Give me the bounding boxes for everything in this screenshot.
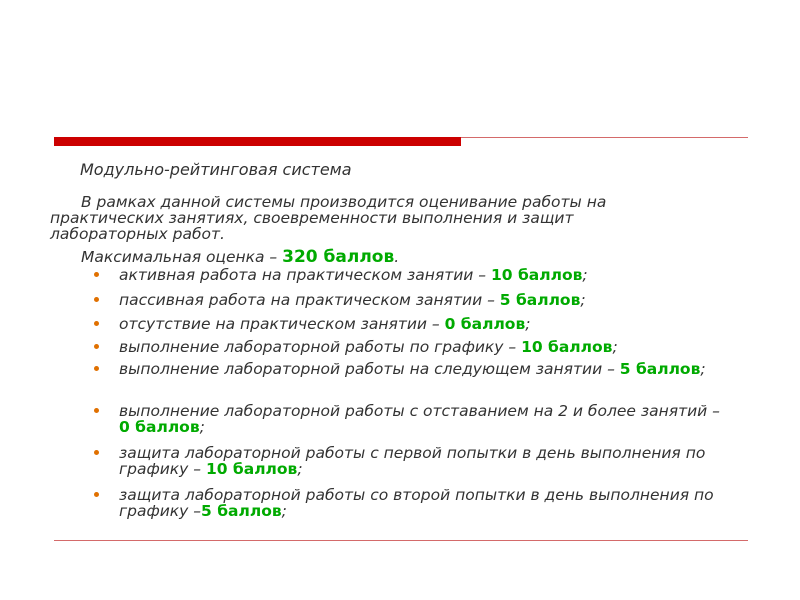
points-value: 0 баллов — [119, 418, 200, 436]
list-item-text: защита лабораторной работы с первой попытки в день выполнения по графику – 10 баллов; — [119, 444, 706, 478]
list-item-text: активная работа на практическом занятии – 10 баллов; — [119, 266, 588, 284]
slide-title: Модульно-рейтинговая система — [80, 160, 352, 179]
points-value: 5 баллов — [499, 291, 581, 309]
list-item — [94, 292, 724, 308]
list-item-text: отсутствие на практическом занятии – 0 баллов; — [119, 315, 531, 333]
bullet-icon — [94, 366, 99, 371]
max-score-line — [81, 247, 399, 267]
list-item — [94, 361, 724, 377]
list-item — [94, 267, 724, 283]
list-item-text: защита лабораторной работы со второй попытки в день выполнения по графику –5 баллов; — [119, 486, 714, 520]
bullet-icon — [94, 297, 99, 302]
max-score-end: . — [394, 248, 400, 266]
bullet-icon — [94, 321, 99, 326]
list-item — [94, 339, 724, 355]
intro-paragraph: В рамках данной системы производится оценивание работы на практических занятиях, своевременности выполнения и защит лабораторных работ. — [50, 193, 607, 243]
list-item-text: выполнение лабораторной работы по графику – 10 баллов; — [119, 338, 618, 356]
max-score-value: 320 баллов — [282, 247, 395, 267]
bullet-icon — [94, 408, 99, 413]
points-value: 5 баллов — [619, 360, 701, 378]
top-divider-line — [461, 137, 748, 138]
list-item-text: выполнение лабораторной работы на следующем занятии – 5 баллов; — [119, 360, 706, 378]
max-score-label: Максимальная оценка – — [81, 248, 283, 266]
list-item-text: выполнение лабораторной работы с отставанием на 2 и более занятий – 0 баллов; — [119, 402, 745, 436]
points-value: 0 баллов — [444, 315, 526, 333]
list-item — [94, 316, 724, 332]
list-item-text: пассивная работа на практическом занятии – 5 баллов; — [119, 291, 586, 309]
points-value: 5 баллов — [201, 502, 282, 520]
bullet-icon — [94, 492, 99, 497]
list-item — [94, 445, 724, 477]
points-value: 10 баллов — [490, 266, 583, 284]
bullet-icon — [94, 344, 99, 349]
list-item — [94, 402, 745, 436]
bullet-icon — [94, 272, 99, 277]
bullet-icon — [94, 450, 99, 455]
points-value: 10 баллов — [205, 460, 298, 478]
top-accent-bar — [54, 137, 461, 146]
points-value: 10 баллов — [521, 338, 613, 356]
list-item — [94, 487, 724, 519]
bottom-divider-line — [54, 540, 748, 541]
